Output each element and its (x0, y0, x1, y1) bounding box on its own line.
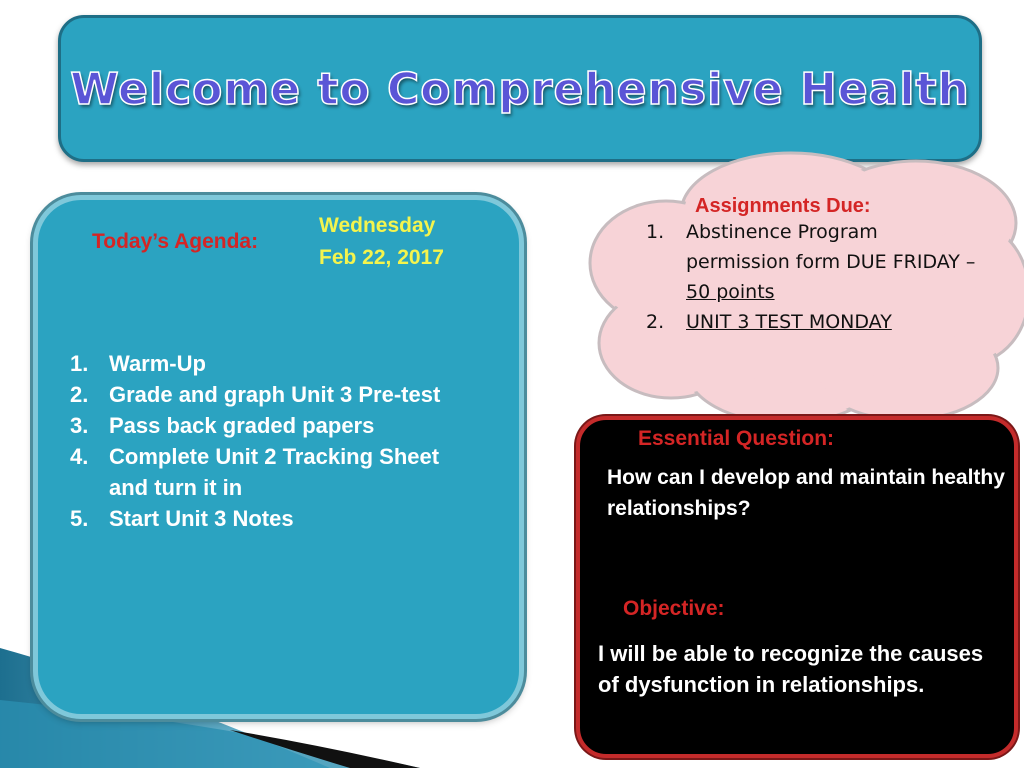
assignments-list (646, 217, 986, 337)
list-item (70, 410, 470, 441)
list-item (70, 503, 470, 534)
list-item-text: Pass back graded papers (109, 413, 375, 438)
objective-text: I will be able to recognize the causes of dysfunction in relationships. (598, 641, 984, 697)
list-item-text: Start Unit 3 Notes (109, 506, 294, 531)
agenda-date: Feb 22, 2017 (319, 246, 444, 269)
page-title: Welcome to Comprehensive Health (70, 64, 970, 115)
agenda-day: Wednesday (319, 214, 436, 237)
list-item-text: Abstinence Program permission form DUE FRIDAY – (686, 221, 976, 273)
list-item (646, 307, 986, 337)
title-banner (58, 15, 982, 162)
list-item-number: 2. (70, 382, 89, 407)
list-item-text: Grade and graph Unit 3 Pre-test (109, 382, 441, 407)
objective-heading: Objective: (623, 597, 725, 620)
list-item-number: 2. (646, 311, 665, 333)
list-item (70, 348, 470, 379)
list-item (70, 379, 470, 410)
list-item-number: 5. (70, 506, 89, 531)
essential-question-text: How can I develop and maintain healthy relationships? (607, 466, 1005, 520)
assignments-heading: Assignments Due: (695, 195, 871, 217)
list-item-text: UNIT 3 TEST MONDAY (686, 311, 892, 333)
list-item-number: 1. (70, 351, 89, 376)
points-value: 50 points (686, 281, 775, 303)
agenda-label: Today’s Agenda: (92, 230, 259, 253)
list-item-number: 3. (70, 413, 89, 438)
essential-question-heading: Essential Question: (638, 427, 835, 450)
list-item (646, 217, 986, 307)
list-item-number: 1. (646, 221, 665, 243)
agenda-list (70, 348, 470, 534)
list-item-text: Complete Unit 2 Tracking Sheet and turn it in (109, 444, 440, 500)
list-item-number: 4. (70, 444, 89, 469)
list-item (70, 441, 470, 503)
list-item-text: Warm-Up (109, 351, 206, 376)
